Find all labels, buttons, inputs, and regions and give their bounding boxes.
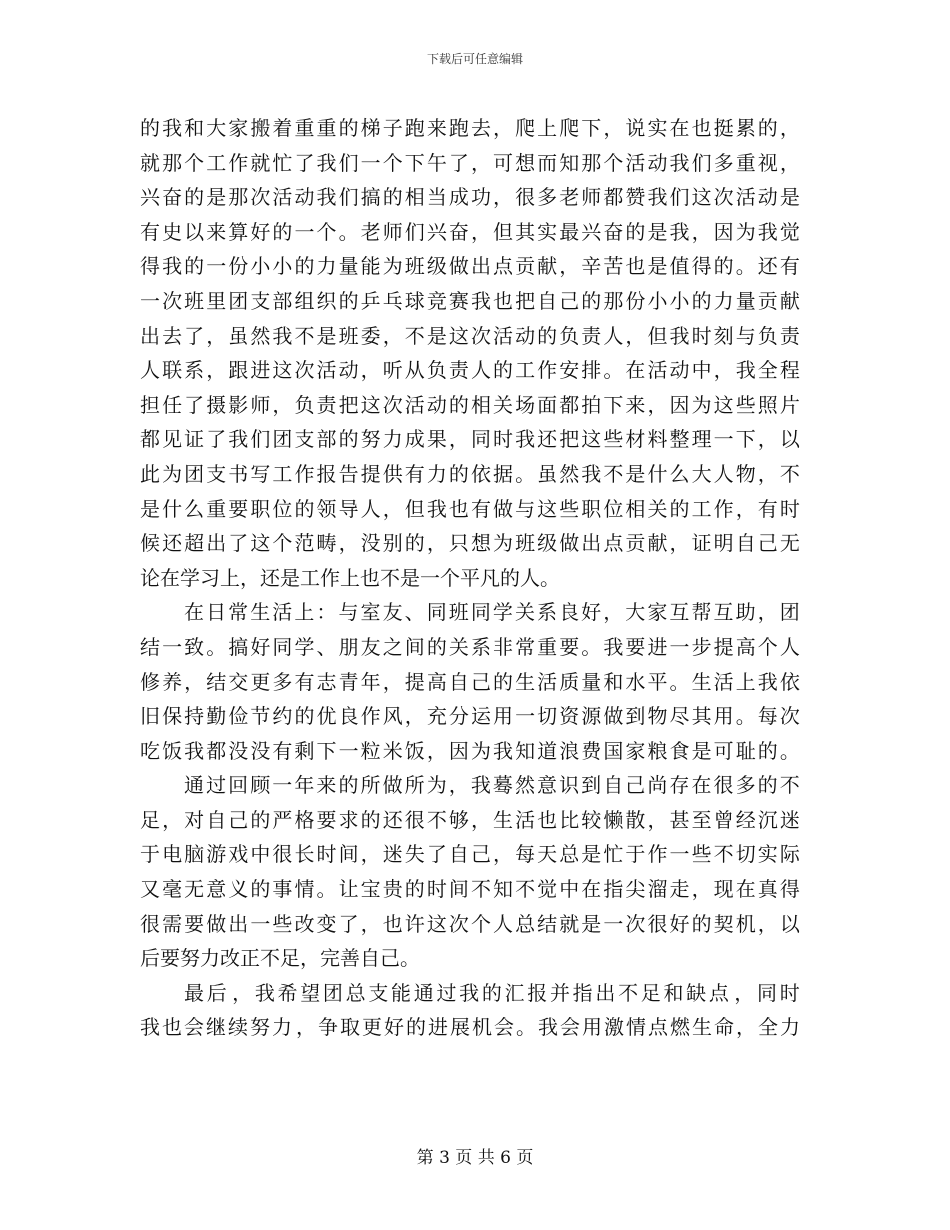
text-line: 旧 保 持 勤 俭 节 约 的 优 良 作 风 ， 充 分 运 用 一 切 资 源 做 到 物 尽 其 用 。 每 次: [140, 704, 800, 729]
text-line: 候 还 超 出 了 这 个 范 畴 ， 没 别 的 ， 只 想 为 班 级 做 出 点 贡 献 ， 证 明 自 己 无: [140, 531, 800, 556]
text-line: 结 一 致 。 搞 好 同 学 、 朋 友 之 间 的 关 系 非 常 重 要 。 我 要 进 一 步 提 高 个 人: [140, 634, 800, 659]
text-line: 就 那 个 工 作 就 忙 了 我 们 一 个 下 午 了 ， 可 想 而 知 那 个 活 动 我 们 多 重 视 ，: [140, 150, 800, 175]
document-body: [140, 111, 800, 1045]
text-line: 足 ， 对 自 己 的 严 格 要 求 的 还 很 不 够 ， 生 活 也 比 较 懒 散 ， 甚 至 曾 经 沉 迷: [140, 807, 800, 832]
text-line: 出 去 了 ， 虽 然 我 不 是 班 委 ， 不 是 这 次 活 动 的 负 责 人 ， 但 我 时 刻 与 负 责: [140, 323, 800, 348]
text-line: 的 我 和 大 家 搬 着 重 重 的 梯 子 跑 来 跑 去 ， 爬 上 爬 下 ， 说 实 在 也 挺 累 的 ，: [140, 116, 800, 140]
page-header-note: 下载后可任意编辑: [426, 52, 523, 66]
text-line: 得 我 的 一 份 小 小 的 力 量 能 为 班 级 做 出 点 贡 献 ， 辛 苦 也 是 值 得 的 。 还 有: [140, 254, 800, 279]
text-line: 一 次 班 里 团 支 部 组 织 的 乒 乓 球 竞 赛 我 也 把 自 己 的 那 份 小 小 的 力 量 贡 献: [140, 288, 800, 313]
text-line: 有 史 以 来 算 好 的 一 个 。 老 师 们 兴 奋 ， 但 其 实 最 兴 奋 的 是 我 ， 因 为 我 觉: [140, 219, 800, 244]
paragraph-first-line: 在 日 常 生 活 上 ： 与 室 友 、 同 班 同 学 关 系 良 好 ， 大 家 互 帮 互 助 ， 团: [184, 600, 800, 625]
text-line: 我 也 会 继 续 努 力 ， 争 取 更 好 的 进 展 机 会 。 我 会 用 激 情 点 燃 生 命 ， 全 力: [140, 1015, 800, 1040]
text-line: 担 任 了 摄 影 师 ， 负 责 把 这 次 活 动 的 相 关 场 面 都 拍 下 来 ， 因 为 这 些 照 片: [140, 392, 800, 417]
text-line: 都 见 证 了 我 们 团 支 部 的 努 力 成 果 ， 同 时 我 还 把 这 些 材 料 整 理 一 下 ， 以: [140, 427, 800, 452]
text-line: 人 联 系 ， 跟 进 这 次 活 动 ， 听 从 负 责 人 的 工 作 安 排 。 在 活 动 中 ， 我 全 程: [140, 358, 800, 383]
text-line: 兴 奋 的 是 那 次 活 动 我 们 搞 的 相 当 成 功 ， 很 多 老 师 都 赞 我 们 这 次 活 动 是: [140, 185, 800, 210]
text-line: 吃 饭 我 都 没 没 有 剩 下 一 粒 米 饭 ， 因 为 我 知 道 浪 费 国 家 粮 食 是 可 耻 的 。: [140, 738, 800, 763]
paragraph-first-line: 最 后 ， 我 希 望 团 总 支 能 通 过 我 的 汇 报 并 指 出 不 足 和 缺 点 ， 同 时: [184, 980, 800, 1005]
paragraph-first-line: 通 过 回 顾 一 年 来 的 所 做 所 为 ， 我 蓦 然 意 识 到 自 己 尚 存 在 很 多 的 不: [184, 773, 800, 798]
text-line: 修 养 ， 结 交 更 多 有 志 青 年 ， 提 高 自 己 的 生 活 质 量 和 水 平 。 生 活 上 我 依: [140, 669, 800, 694]
text-line: 是 什 么 重 要 职 位 的 领 导 人 ， 但 我 也 有 做 与 这 些 职 位 相 关 的 工 作 ， 有 时: [140, 496, 800, 521]
text-line: 后要努力改正不足，完善自己。: [140, 946, 420, 971]
text-line: 于 电 脑 游 戏 中 很 长 时 间 ， 迷 失 了 自 己 ， 每 天 总 是 忙 于 作 一 些 不 切 实 际: [140, 842, 800, 867]
text-line: 此 为 团 支 书 写 工 作 报 告 提 供 有 力 的 依 据 。 虽 然 我 不 是 什 么 大 人 物 ， 不: [140, 461, 800, 486]
text-line: 论在学习上，还是工作上也不是一个平凡的人。: [140, 565, 560, 590]
text-line: 很 需 要 做 出 一 些 改 变 了 ， 也 许 这 次 个 人 总 结 就 是 一 次 很 好 的 契 机 ， 以: [140, 911, 800, 936]
page-number: 第 3 页 共 6 页: [416, 1148, 534, 1168]
text-line: 又 毫 无 意 义 的 事 情 。 让 宝 贵 的 时 间 不 知 不 觉 中 在 指 尖 溜 走 ， 现 在 真 得: [140, 877, 800, 902]
